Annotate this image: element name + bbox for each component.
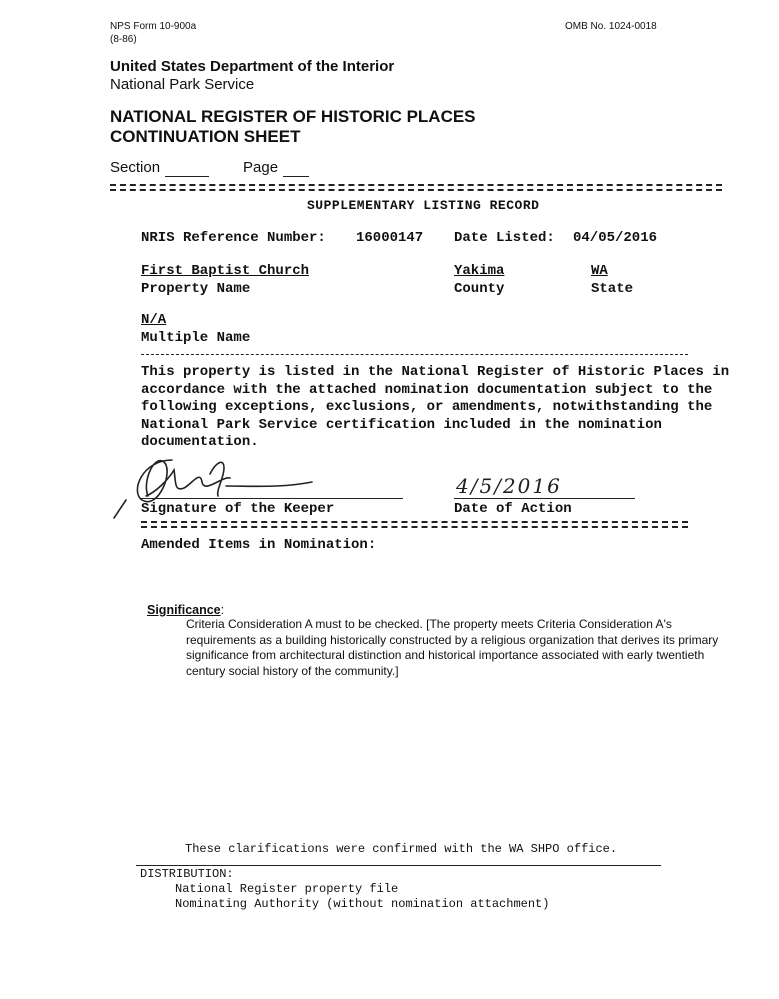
significance-heading-row [147, 603, 224, 617]
distribution-item: Nominating Authority (without nomination attachment) [175, 897, 550, 911]
distribution-rule [136, 865, 661, 866]
clarification-note: These clarifications were confirmed with the WA SHPO office. [185, 842, 618, 856]
significance-colon: : [220, 603, 225, 617]
distribution-item: National Register property file [175, 882, 399, 896]
date-of-action-label: Date of Action [454, 501, 572, 517]
omb-number: OMB No. 1024-0018 [565, 21, 657, 32]
section-blank [165, 176, 209, 177]
date-of-action-line [454, 498, 635, 499]
county-value: Yakima [454, 263, 505, 279]
signature-label: Signature of the Keeper [141, 501, 335, 517]
nris-label: NRIS Reference Number: [141, 230, 326, 246]
section-label: Section [110, 159, 161, 176]
department-name: United States Department of the Interior [110, 58, 395, 75]
multiple-name-value: N/A [141, 312, 167, 328]
distribution-label: DISTRIBUTION: [140, 867, 234, 881]
property-name-label: Property Name [141, 281, 251, 297]
date-listed-value: 04/05/2016 [573, 230, 658, 246]
keeper-signature [112, 452, 312, 532]
state-label: State [591, 281, 634, 297]
multiple-name-label: Multiple Name [141, 330, 251, 346]
amended-items-label: Amended Items in Nomination: [141, 537, 377, 553]
register-title: NATIONAL REGISTER OF HISTORIC PLACES [110, 107, 476, 126]
handwritten-date: 4/5/2016 [456, 474, 562, 498]
significance-text: Criteria Consideration A must to be checked. [The property meets Criteria Consideration A's requirements as a building historically constructed by a religious organization that derives its primary significance from architectural distinction and historical importance associated with early twentieth century social history of the community.] [186, 617, 719, 678]
state-value: WA [591, 263, 608, 279]
listing-statement: This property is listed in the National Register of Historic Places in accordance with the attached nomination documentation subject to the following exceptions, exclusions, or amendments, notwithstanding the National Park Service certification included in the nomination documentation. [141, 364, 730, 450]
continuation-title: CONTINUATION SHEET [110, 127, 301, 146]
signature-line [141, 498, 403, 499]
form-date: (8-86) [110, 34, 137, 45]
record-heading: SUPPLEMENTARY LISTING RECORD [307, 198, 540, 213]
agency-name: National Park Service [110, 76, 255, 93]
page-blank [283, 176, 309, 177]
dashed-separator [141, 354, 688, 355]
amended-double-rule [141, 521, 688, 528]
form-number: NPS Form 10-900a [110, 21, 197, 32]
header-double-rule [110, 184, 722, 191]
county-label: County [454, 281, 505, 297]
date-listed-label: Date Listed: [454, 230, 555, 246]
nris-value: 16000147 [356, 230, 424, 246]
page-label: Page [243, 159, 279, 176]
significance-heading: Significance [147, 603, 221, 617]
property-name-value: First Baptist Church [141, 263, 310, 279]
